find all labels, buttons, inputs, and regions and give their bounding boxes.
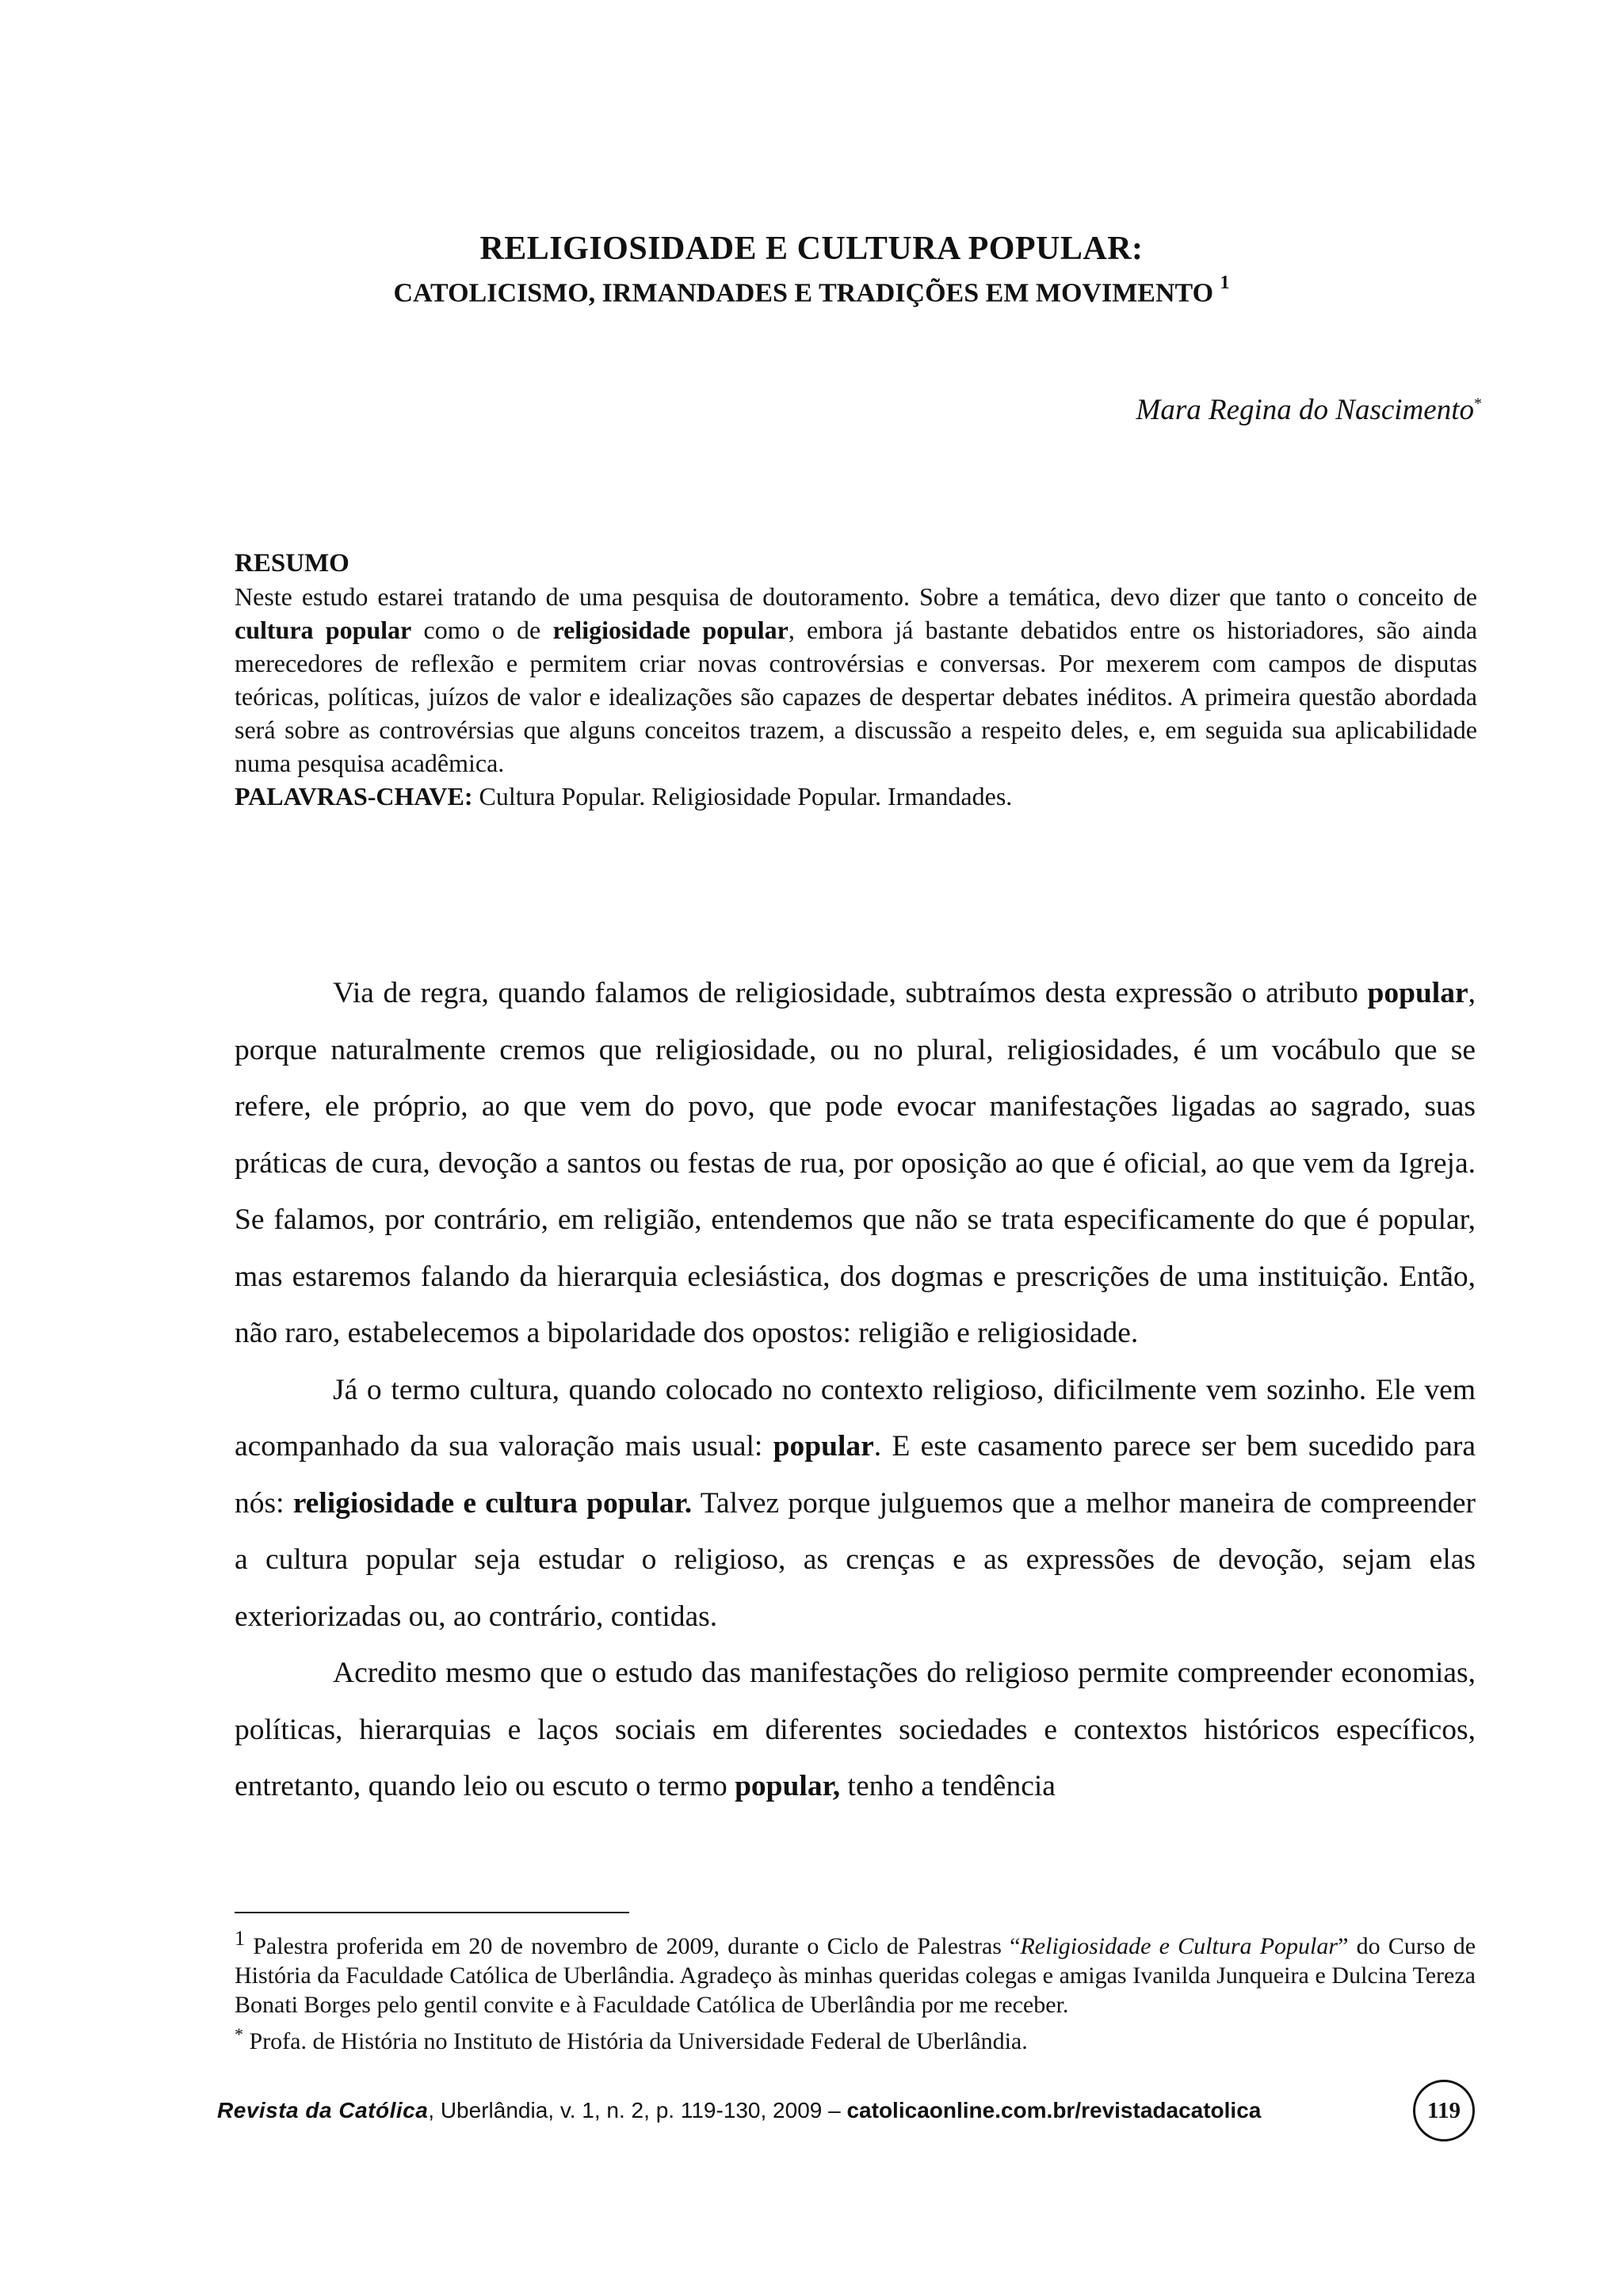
footer-url[interactable]: catolicaonline.com.br/revistadacatolica	[846, 2098, 1262, 2122]
footnote-1-mark: 1	[235, 1927, 245, 1950]
abstract-term-cultura-popular: cultura popular	[235, 616, 412, 644]
footnote-2	[235, 2019, 1476, 2056]
keywords-label: PALAVRAS-CHAVE:	[235, 782, 473, 810]
body-emphasis: popular,	[735, 1770, 841, 1802]
body-paragraph-2	[235, 1362, 1476, 1646]
article-subtitle	[0, 273, 1623, 308]
title-footnote-mark: 1	[1220, 273, 1230, 293]
body-text-part: Talvez porque julguemos que a melhor maneira de compreender a cultura popular seja estudar o religioso, as crenças e as expressões de devoção, sejam elas exteriorizadas ou, ao contrário, contidas.	[235, 1486, 1476, 1633]
footer-citation: , Uberlândia, v. 1, n. 2, p. 119-130, 2009 –	[428, 2098, 847, 2122]
author-footnote-mark: *	[1474, 395, 1482, 413]
abstract-section	[235, 547, 1477, 813]
body-text-part: Acredito mesmo que o estudo das manifestações do religioso permite compreender economias, políticas, hierarquias e laços sociais em diferentes sociedades e contextos históricos específicos, entretanto, quando leio ou escuto o termo	[235, 1657, 1476, 1802]
article-title: RELIGIOSIDADE E CULTURA POPULAR:	[479, 231, 1144, 267]
page-footer	[217, 2098, 1261, 2123]
footnote-1	[235, 1924, 1476, 2019]
abstract-term-religiosidade-popular: religiosidade popular	[552, 616, 789, 644]
journal-name: Revista da Católica	[217, 2098, 429, 2122]
footnote-italic-title: Religiosidade e Cultura Popular	[1020, 1933, 1338, 1959]
body-emphasis: popular	[1367, 977, 1468, 1009]
author-name-text: Mara Regina do Nascimento	[1136, 394, 1474, 426]
body-text-part: , porque naturalmente cremos que religiosidade, ou no plural, religiosidades, é um vocábulo que se refere, ele próprio, ao que vem do povo, que pode evocar manifestações ligadas ao sagrado, suas práticas de cura, devoção a santos ou festas de rua, por oposição ao que é oficial, ao que vem da Igreja. Se falamos, por contrário, em religião, entendemos que não se trata especificamente do que é popular, mas estaremos falando da hierarquia eclesiástica, dos dogmas e prescrições de uma instituição. Então, não raro, estabelecemos a bipolaridade dos opostos: religião e religiosidade.	[235, 977, 1476, 1349]
abstract-text-part: como o de	[411, 616, 553, 644]
footnote-text-part: ” do Curso de História da Faculdade Católica de Uberlândia. Agradeço às minhas queridas colegas e amigas Ivanilda Junqueira e Dulcina Tereza Bonati Borges pelo gentil convite e à Faculdade Católica de Uberlândia por me receber.	[235, 1933, 1476, 2018]
body-paragraph-3	[235, 1645, 1476, 1815]
subtitle-text: CATOLICISMO, IRMANDADES E TRADIÇÕES EM MOVIMENTO	[393, 278, 1214, 308]
abstract-keywords	[235, 780, 1477, 813]
abstract-text-part: Neste estudo estarei tratando de uma pesquisa de doutoramento. Sobre a temática, devo dizer que tanto o conceito de	[235, 582, 1477, 611]
footnote-separator	[235, 1912, 629, 1913]
body-text	[235, 965, 1476, 1815]
abstract-text	[235, 580, 1477, 780]
body-text-part: Já o termo cultura, quando colocado no contexto religioso, dificilmente vem sozinho. Ele vem acompanhado da sua valoração mais usual:	[235, 1373, 1476, 1463]
footnote-2-mark: *	[235, 2024, 243, 2044]
body-text-part: Via de regra, quando falamos de religiosidade, subtraímos desta expressão o atributo	[333, 977, 1368, 1009]
abstract-text-part: , embora já bastante debatidos entre os historiadores, são ainda merecedores de reflexão e permitem criar novas controvérsias e conversas. Por mexerem com campos de disputas teóricas, políticas, juízos de valor e idealizações são capazes de despertar debates inéditos. A primeira questão abordada será sobre as controvérsias que alguns conceitos trazem, a discussão a respeito deles, e, em seguida sua aplicabilidade numa pesquisa acadêmica.	[235, 616, 1478, 777]
page-number: 119	[1413, 2080, 1475, 2142]
footnotes	[235, 1924, 1476, 2056]
body-emphasis: religiosidade e cultura popular.	[292, 1486, 693, 1520]
keywords-text: Cultura Popular. Religiosidade Popular. Irmandades.	[472, 782, 1013, 810]
body-text-part: . E este casamento parece ser bem sucedido para nós:	[235, 1430, 1476, 1520]
abstract-heading: RESUMO	[235, 549, 349, 578]
author-name	[1136, 393, 1482, 427]
body-paragraph-1	[235, 965, 1476, 1362]
footnote-text-part: Palestra proferida em 20 de novembro de 2009, durante o Ciclo de Palestras “	[245, 1933, 1021, 1959]
footnote-text-part: Profa. de História no Instituto de História da Universidade Federal de Uberlândia.	[243, 2028, 1028, 2054]
body-text-part: tenho a tendência	[840, 1770, 1056, 1802]
body-emphasis: popular	[773, 1430, 874, 1463]
